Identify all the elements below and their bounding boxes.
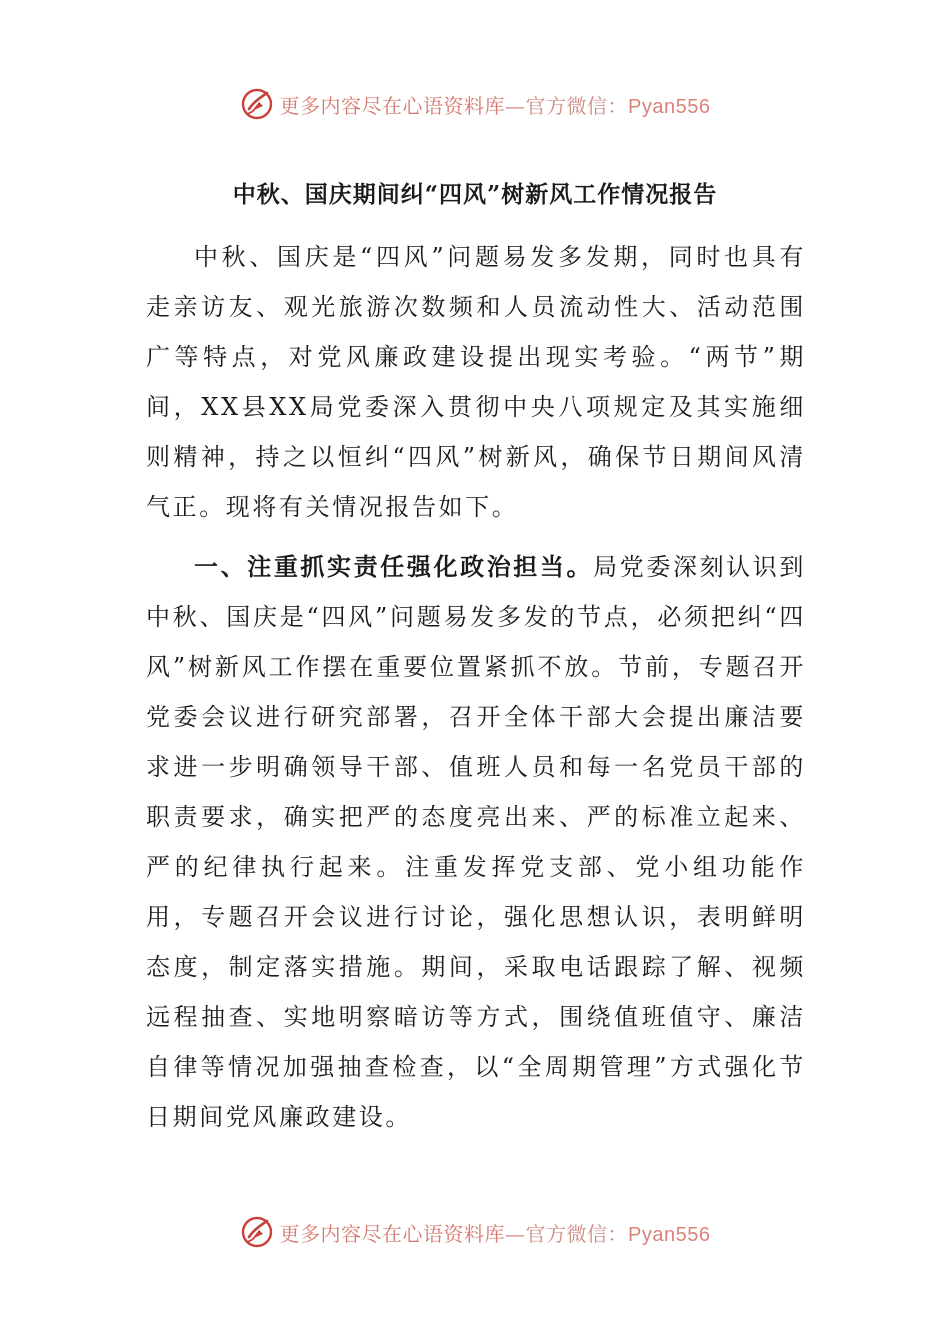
watermark-wechat-label: 官方微信： <box>525 1221 629 1246</box>
pen-logo-icon <box>240 87 274 121</box>
section-1-heading: 一、注重抓实责任强化政治担当。 <box>194 552 594 581</box>
watermark-main-text: 更多内容尽在心语资料库 <box>279 93 506 118</box>
section-1-body: 局党委深刻认识到中秋、国庆是“四风”问题易发多发的节点，必须把纠“四风”树新风工作摆在重要位置紧抓不放。节前，专题召开党委会议进行研究部署，召开全体干部大会提出廉洁要求进一步明确领导干部、值班人员和每一名党员干部的职责要求，确实把严的态度亮出来、严的标准立起来、严的纪律执行起来。注重发挥党支部、党小组功能作用，专题召开会议进行讨论，强化思想认识，表明鲜明态度，制定落实措施。期间，采取电话跟踪了解、视频远程抽查、实地明察暗访等方式，围绕值班值守、廉洁自律等情况加强抽查检查，以“全周期管理”方式强化节日期间党风廉政建设。 <box>146 553 806 1131</box>
watermark-header <box>0 84 950 124</box>
section-1-paragraph <box>146 542 806 1142</box>
watermark-wechat-label: 官方微信： <box>525 93 629 118</box>
intro-paragraph: 中秋、国庆是“四风”问题易发多发期，同时也具有走亲访友、观光旅游次数频和人员流动性大、活动范围广等特点，对党风廉政建设提出现实考验。“两节”期间，XX县XX局党委深入贯彻中央八项规定及其实施细则精神，持之以恒纠“四风”树新风，确保节日期间风清气正。现将有关情况报告如下。 <box>146 243 806 521</box>
watermark-dash: — <box>505 93 526 118</box>
pen-logo-icon <box>240 1215 274 1249</box>
watermark-wechat-id: Pyan556 <box>628 1223 711 1246</box>
watermark-text <box>280 1218 711 1247</box>
watermark-wechat-id: Pyan556 <box>628 95 711 118</box>
watermark-text <box>280 90 711 119</box>
document-title: 中秋、国庆期间纠“四风”树新风工作情况报告 <box>232 181 718 208</box>
watermark-main-text: 更多内容尽在心语资料库 <box>279 1221 506 1246</box>
watermark-footer <box>0 1212 950 1252</box>
watermark-dash: — <box>505 1221 526 1246</box>
document-body <box>146 232 806 1142</box>
